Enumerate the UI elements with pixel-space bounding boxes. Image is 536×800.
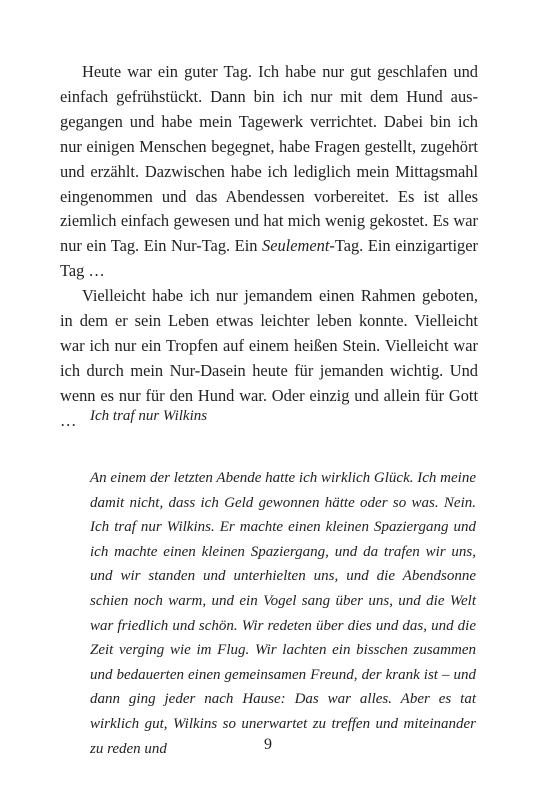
page-number: 9 xyxy=(264,736,272,753)
paragraph-1-text: Heute war ein guter Tag. Ich habe nur gut geschlafen und einfach gefrühstückt. Dann bin ich nur mit dem Hund ausgegangen und habe mein Tagewerk verrichtet. Dabei bin ich nur einigen Menschen begegnet, habe Fragen gestellt, zugehört und erzählt. Dazwischen habe ich lediglich mein Mittagsmahl eingenommen und das Abendessen vorbereitet. Es ist alles ziemlich einfach gewesen und hat mich wenig gekostet. Es war nur ein Tag. Ein Nur-Tag. Ein xyxy=(60,62,478,256)
paragraph-2-text: Vielleicht habe ich nur jemandem einen Rahmen geboten, in dem er sein Leben etwas leichter leben konnte. Vielleicht war ich nur ein Tropfen auf einem heißen Stein. Vielleicht war ich durch mein Nur-Dasein heute für jemanden wichtig. Und wenn es nur für den Hund war. Oder einzig und allein für Gott … xyxy=(60,286,478,430)
paragraph-1 xyxy=(60,60,478,284)
body-text xyxy=(60,60,478,434)
section-text: An einem der letzten Abende hatte ich wirklich Glück. Ich meine damit nicht, dass ich Geld gewonnen hätte oder so was. Nein. Ich traf nur Wilkins. Er machte einen kleinen Spaziergang und ich machte einen kleinen Spaziergang, und da trafen wir uns, und wir standen und unterhielten uns, und die Abendsonne schien noch warm, und ein Vogel sang über uns, und die Welt war friedlich und schön. Wir redeten über dies und das, und die Zeit verging wie im Flug. Wir lachten ein bisschen zusammen und bedauerten einen gemeinsamen Freund, der krank ist – und dann ging jeder nach Hause: Das war alles. Aber es tat wirklich gut, Wilkins so unerwartet zu treffen und miteinander zu reden und xyxy=(90,470,476,757)
paragraph-1-italic-word: Seulement xyxy=(262,236,330,256)
section-title: Ich traf nur Wilkins xyxy=(90,408,208,424)
paragraph-1-text-end: -Tag. Ein einzigartiger Tag … xyxy=(60,236,478,281)
